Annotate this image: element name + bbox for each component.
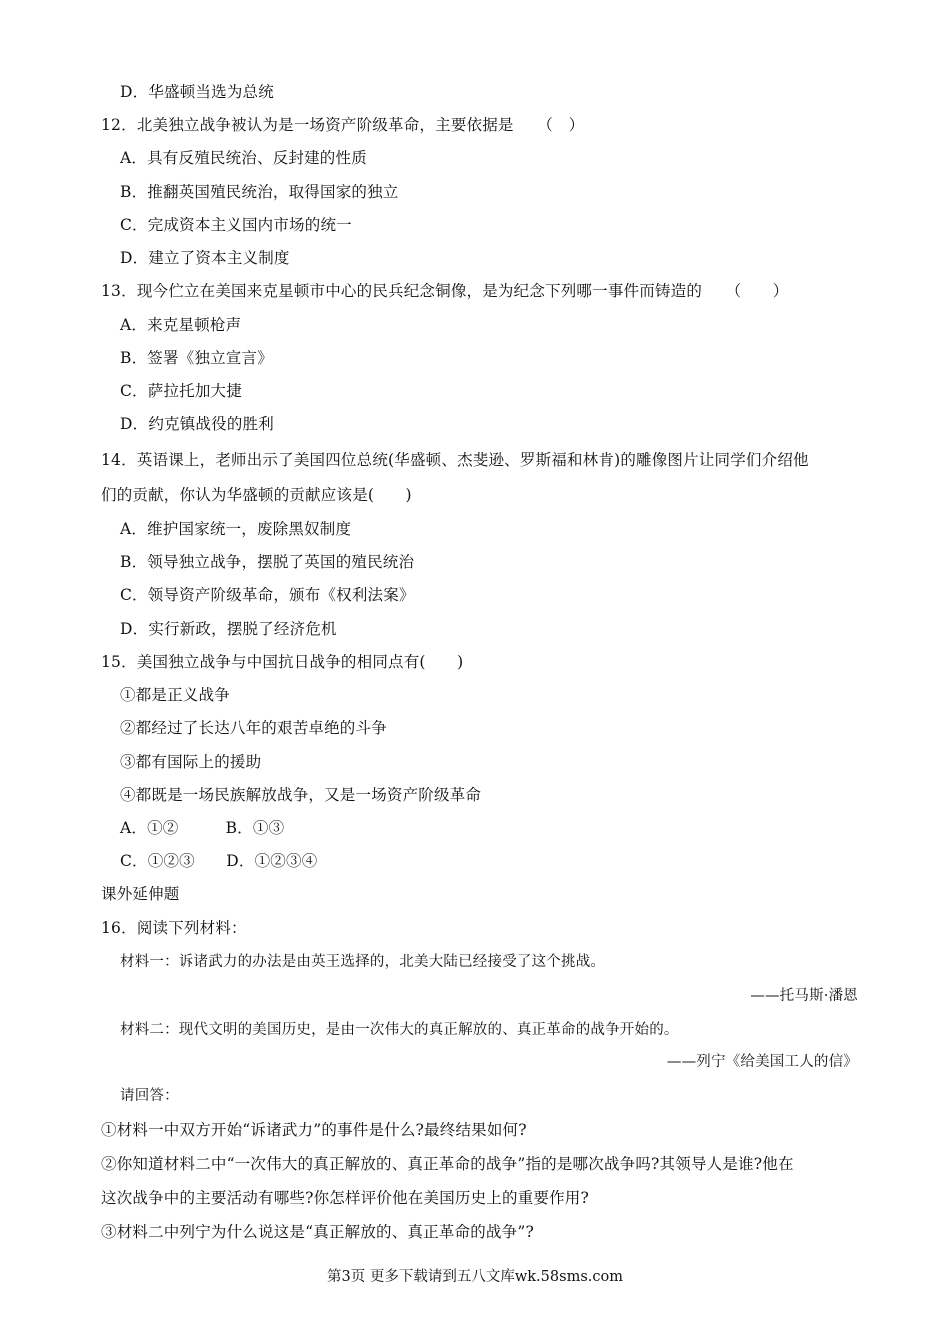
q14-option-a: A．维护国家统一，废除黑奴制度	[120, 520, 352, 538]
q13-stem: 13．现今伫立在美国来克星顿市中心的民兵纪念铜像，是为纪念下列哪一事件而铸造的 （ ）	[101, 282, 789, 300]
q16-sub-2-line1: ②你知道材料二中“一次伟大的真正解放的、真正革命的战争”指的是哪次战争吗?其领导人是谁?他在	[101, 1155, 794, 1173]
q12-option-c: C．完成资本主义国内市场的统一	[120, 216, 352, 234]
q15-stem: 15．美国独立战争与中国抗日战争的相同点有( )	[101, 653, 464, 671]
q15-statement-2: ②都经过了长达八年的艰苦卓绝的斗争	[120, 719, 387, 737]
q14-option-c: C．领导资产阶级革命，颁布《权利法案》	[120, 586, 415, 604]
material-two: 材料二：现代文明的美国历史，是由一次伟大的真正解放的、真正革命的战争开始的。	[120, 1022, 679, 1038]
q14-stem-line1: 14．英语课上，老师出示了美国四位总统(华盛顿、杰斐逊、罗斯福和林肯)的雕像图片让同学们介绍他	[101, 451, 809, 469]
q15-options-ab: A．①② B．①③	[120, 819, 285, 837]
material-two-source: ——列宁《给美国工人的信》	[666, 1054, 858, 1070]
q16-sub-2-line2: 这次战争中的主要活动有哪些?你怎样评价他在美国历史上的重要作用?	[101, 1189, 590, 1207]
q13-option-a: A．来克星顿枪声	[120, 316, 242, 334]
q15-statement-3: ③都有国际上的援助	[120, 753, 262, 771]
q16-stem: 16．阅读下列材料：	[101, 919, 247, 937]
q11-option-d: D．华盛顿当选为总统	[120, 83, 274, 101]
q15-statement-4: ④都既是一场民族解放战争，又是一场资产阶级革命	[120, 786, 482, 804]
page-footer: 第3页 更多下载请到五八文库wk.58sms.com	[327, 1269, 623, 1285]
material-one-source: ——托马斯·潘恩	[750, 988, 858, 1004]
q15-statement-1: ①都是正义战争	[120, 686, 230, 704]
answer-prompt: 请回答：	[120, 1088, 179, 1104]
material-one: 材料一：诉诸武力的办法是由英王选择的，北美大陆已经接受了这个挑战。	[120, 954, 606, 970]
q14-option-d: D．实行新政，摆脱了经济危机	[120, 620, 337, 638]
q12-stem: 12．北美独立战争被认为是一场资产阶级革命，主要依据是 （ ）	[101, 116, 585, 134]
q14-stem-line2: 们的贡献，你认为华盛顿的贡献应该是( )	[101, 486, 412, 504]
q13-option-c: C．萨拉托加大捷	[120, 382, 242, 400]
q12-option-d: D．建立了资本主义制度	[120, 249, 290, 267]
q16-sub-1: ①材料一中双方开始“诉诸武力”的事件是什么?最终结果如何?	[101, 1121, 527, 1139]
q14-option-b: B．领导独立战争，摆脱了英国的殖民统治	[120, 553, 415, 571]
q16-sub-3: ③材料二中列宁为什么说这是“真正解放的、真正革命的战争”?	[101, 1223, 534, 1241]
q12-option-a: A．具有反殖民统治、反封建的性质	[120, 149, 367, 167]
q13-option-b: B．签署《独立宣言》	[120, 349, 273, 367]
section-heading: 课外延伸题	[101, 885, 180, 903]
q15-options-cd: C．①②③ D．①②③④	[120, 852, 318, 870]
q13-option-d: D．约克镇战役的胜利	[120, 415, 274, 433]
q12-option-b: B．推翻英国殖民统治，取得国家的独立	[120, 183, 399, 201]
